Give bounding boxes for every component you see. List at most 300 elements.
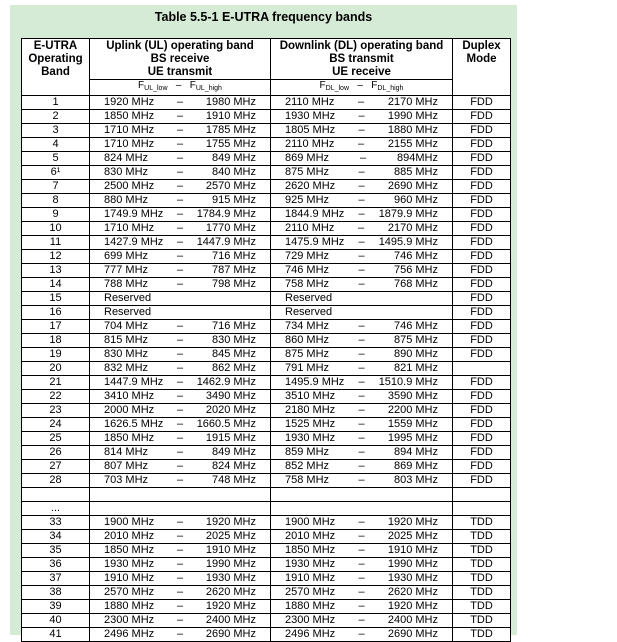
range-dash: – bbox=[176, 446, 184, 458]
low-frequency: 2000 MHz bbox=[104, 404, 155, 416]
uplink-range-cell bbox=[90, 516, 271, 530]
frequency-range bbox=[90, 278, 270, 291]
high-frequency: 3590 MHz bbox=[387, 390, 438, 402]
range-dash: – bbox=[176, 236, 184, 248]
table-row bbox=[22, 124, 511, 138]
low-frequency: 1710 MHz bbox=[104, 222, 155, 234]
high-frequency: 768 MHz bbox=[393, 278, 438, 290]
low-frequency: 2500 MHz bbox=[104, 180, 155, 192]
frequency-range bbox=[90, 460, 270, 473]
uplink-range-cell bbox=[90, 138, 271, 152]
downlink-range-cell bbox=[271, 264, 453, 278]
band-number-cell: 20 bbox=[22, 362, 90, 376]
high-frequency: 894MHz bbox=[397, 152, 438, 164]
range-dash: – bbox=[358, 138, 365, 150]
band-number-cell: 13 bbox=[22, 264, 90, 278]
frequency-range bbox=[271, 558, 452, 571]
high-frequency: 1447.9 MHz bbox=[196, 236, 256, 248]
downlink-range-cell bbox=[271, 138, 453, 152]
frequency-range bbox=[271, 432, 452, 445]
high-frequency: 894 MHz bbox=[393, 446, 438, 458]
downlink-range-cell bbox=[271, 460, 453, 474]
range-dash: – bbox=[176, 362, 184, 374]
table-row bbox=[22, 474, 511, 488]
frequency-range bbox=[90, 306, 270, 319]
downlink-range-cell bbox=[271, 572, 453, 586]
high-frequency: 1930 MHz bbox=[387, 572, 438, 584]
duplex-mode-cell: FDD bbox=[453, 124, 511, 138]
low-frequency: 2110 MHz bbox=[285, 138, 335, 150]
table-row bbox=[22, 152, 511, 166]
low-frequency: 1920 MHz bbox=[104, 96, 155, 108]
low-frequency: 746 MHz bbox=[285, 264, 330, 276]
uplink-range-cell bbox=[90, 474, 271, 488]
frequency-range bbox=[271, 628, 452, 641]
high-frequency: 849 MHz bbox=[211, 446, 256, 458]
range-dash: – bbox=[176, 180, 184, 192]
table-row bbox=[22, 306, 511, 320]
low-frequency: 852 MHz bbox=[285, 460, 330, 472]
range-dash: – bbox=[358, 264, 365, 276]
band-number-cell: 7 bbox=[22, 180, 90, 194]
frequency-range bbox=[271, 320, 452, 333]
table-row bbox=[22, 320, 511, 334]
duplex-mode-cell: TDD bbox=[453, 628, 511, 642]
high-frequency: 1980 MHz bbox=[205, 96, 256, 108]
low-frequency: 830 MHz bbox=[104, 166, 149, 178]
range-dash: – bbox=[176, 152, 184, 164]
duplex-mode-cell: FDD bbox=[453, 334, 511, 348]
low-frequency: Reserved bbox=[104, 292, 152, 304]
duplex-mode-cell: FDD bbox=[453, 180, 511, 194]
low-frequency: 758 MHz bbox=[285, 474, 330, 486]
header-downlink-line: UE receive bbox=[332, 66, 391, 78]
low-frequency: 734 MHz bbox=[285, 320, 330, 332]
downlink-range-cell bbox=[271, 446, 453, 460]
duplex-mode-cell: TDD bbox=[453, 600, 511, 614]
table-row bbox=[22, 166, 511, 180]
uplink-range-cell bbox=[90, 376, 271, 390]
high-frequency: 915 MHz bbox=[211, 194, 256, 206]
range-dash: – bbox=[176, 208, 184, 220]
uplink-range-cell bbox=[90, 166, 271, 180]
header-uplink-line: Uplink (UL) operating band bbox=[106, 40, 254, 52]
header-duplex-line: Duplex bbox=[462, 40, 501, 52]
duplex-mode-cell: FDD bbox=[453, 222, 511, 236]
range-dash: – bbox=[358, 194, 365, 206]
frequency-range bbox=[271, 264, 452, 277]
ul-low-symbol: F bbox=[138, 80, 145, 91]
downlink-range-cell bbox=[271, 474, 453, 488]
high-frequency: 746 MHz bbox=[393, 320, 438, 332]
band-number-cell: 16 bbox=[22, 306, 90, 320]
range-dash: – bbox=[176, 138, 184, 150]
high-frequency: 1920 MHz bbox=[205, 600, 256, 612]
high-frequency: 1920 MHz bbox=[387, 600, 438, 612]
downlink-range-cell bbox=[271, 404, 453, 418]
table-row bbox=[22, 278, 511, 292]
frequency-range bbox=[90, 516, 270, 529]
uplink-range-cell bbox=[90, 432, 271, 446]
downlink-range-cell bbox=[271, 558, 453, 572]
band-number-cell: 6¹ bbox=[22, 166, 90, 180]
frequency-range bbox=[271, 236, 452, 249]
low-frequency: 859 MHz bbox=[285, 446, 330, 458]
low-frequency: 2180 MHz bbox=[285, 404, 336, 416]
downlink-range-cell bbox=[271, 390, 453, 404]
uplink-range-cell bbox=[90, 208, 271, 222]
low-frequency: 1900 MHz bbox=[104, 516, 155, 528]
high-frequency: 890 MHz bbox=[393, 348, 438, 360]
range-dash: – bbox=[176, 418, 184, 430]
band-number-cell: 22 bbox=[22, 390, 90, 404]
frequency-range bbox=[271, 152, 452, 165]
band-number-cell: 12 bbox=[22, 250, 90, 264]
downlink-range-cell bbox=[271, 180, 453, 194]
frequency-range bbox=[271, 292, 452, 305]
frequency-range bbox=[271, 250, 452, 263]
range-dash: – bbox=[358, 208, 365, 220]
low-frequency: 1930 MHz bbox=[285, 558, 336, 570]
high-frequency: 821 MHz bbox=[393, 362, 438, 374]
low-frequency: 830 MHz bbox=[104, 348, 149, 360]
low-frequency: 1844.9 MHz bbox=[285, 208, 345, 220]
range-dash: – bbox=[176, 320, 184, 332]
band-number-cell: 19 bbox=[22, 348, 90, 362]
table-row bbox=[22, 600, 511, 614]
high-frequency: 849 MHz bbox=[211, 152, 256, 164]
frequency-range bbox=[271, 96, 452, 109]
table-row bbox=[22, 180, 511, 194]
uplink-range-cell bbox=[90, 460, 271, 474]
table-row bbox=[22, 250, 511, 264]
duplex-mode-cell: FDD bbox=[453, 208, 511, 222]
range-dash: – bbox=[358, 544, 365, 556]
downlink-range-cell bbox=[271, 628, 453, 642]
uplink-range-cell bbox=[90, 320, 271, 334]
frequency-range bbox=[271, 418, 452, 431]
frequency-range bbox=[90, 628, 270, 641]
frequency-range bbox=[271, 404, 452, 417]
range-dash: – bbox=[176, 222, 184, 234]
high-frequency: 1770 MHz bbox=[205, 222, 256, 234]
frequency-range bbox=[271, 530, 452, 543]
high-frequency: 1784.9 MHz bbox=[196, 208, 256, 220]
frequency-range bbox=[90, 152, 270, 165]
range-dash: – bbox=[176, 166, 184, 178]
uplink-range-cell bbox=[90, 236, 271, 250]
high-frequency: 2170 MHz bbox=[387, 222, 438, 234]
low-frequency: 875 MHz bbox=[285, 166, 330, 178]
frequency-range bbox=[271, 124, 452, 137]
frequency-range bbox=[271, 390, 452, 403]
high-frequency: 1990 MHz bbox=[205, 558, 256, 570]
low-frequency: 1900 MHz bbox=[285, 516, 336, 528]
downlink-range-cell bbox=[271, 600, 453, 614]
band-number-cell bbox=[22, 488, 90, 502]
range-dash: – bbox=[176, 376, 184, 388]
range-dash: – bbox=[358, 586, 365, 598]
uplink-range-cell bbox=[90, 628, 271, 642]
table-body bbox=[22, 96, 511, 642]
frequency-range bbox=[90, 334, 270, 347]
duplex-mode-cell: FDD bbox=[453, 292, 511, 306]
downlink-range-cell bbox=[271, 530, 453, 544]
downlink-range-cell bbox=[271, 348, 453, 362]
table-row bbox=[22, 432, 511, 446]
low-frequency: 1850 MHz bbox=[104, 432, 155, 444]
range-dash: – bbox=[358, 474, 365, 486]
uplink-range-cell bbox=[90, 446, 271, 460]
uplink-range-cell bbox=[90, 306, 271, 320]
range-dash: – bbox=[358, 250, 365, 262]
low-frequency: 788 MHz bbox=[104, 278, 149, 290]
high-frequency: 2690 MHz bbox=[205, 628, 256, 640]
frequency-range bbox=[90, 544, 270, 557]
header-band-line: E-UTRA bbox=[33, 40, 78, 52]
table-row bbox=[22, 110, 511, 124]
high-frequency: 1510.9 MHz bbox=[378, 376, 438, 388]
range-dash: – bbox=[176, 558, 184, 570]
high-frequency: 803 MHz bbox=[393, 474, 438, 486]
range-dash: – bbox=[176, 474, 184, 486]
duplex-mode-cell: FDD bbox=[453, 152, 511, 166]
high-frequency: 840 MHz bbox=[211, 166, 256, 178]
dl-high-symbol: F bbox=[371, 80, 378, 91]
frequency-range bbox=[90, 432, 270, 445]
uplink-range-cell bbox=[90, 362, 271, 376]
frequency-range bbox=[90, 166, 270, 179]
frequency-range bbox=[271, 474, 452, 487]
table-row bbox=[22, 264, 511, 278]
frequency-range bbox=[90, 124, 270, 137]
low-frequency: 703 MHz bbox=[104, 474, 149, 486]
range-dash: – bbox=[358, 390, 365, 402]
high-frequency: 716 MHz bbox=[211, 320, 256, 332]
frequency-range bbox=[90, 194, 270, 207]
high-frequency: 1920 MHz bbox=[387, 516, 438, 528]
range-dash: – bbox=[176, 110, 184, 122]
range-dash: – bbox=[358, 320, 365, 332]
low-frequency: 2010 MHz bbox=[104, 530, 155, 542]
frequency-range bbox=[90, 264, 270, 277]
table-row bbox=[22, 362, 511, 376]
downlink-range-cell bbox=[271, 278, 453, 292]
uplink-range-cell bbox=[90, 348, 271, 362]
frequency-range bbox=[90, 110, 270, 123]
low-frequency: 1626.5 MHz bbox=[104, 418, 164, 430]
range-dash: – bbox=[358, 96, 365, 108]
band-number-cell: 23 bbox=[22, 404, 90, 418]
high-frequency: 748 MHz bbox=[211, 474, 256, 486]
uplink-range-cell bbox=[90, 614, 271, 628]
range-dash: – bbox=[358, 446, 365, 458]
header-downlink-range bbox=[271, 80, 453, 96]
high-frequency: 1660.5 MHz bbox=[196, 418, 256, 430]
table-row bbox=[22, 544, 511, 558]
downlink-range-cell bbox=[271, 418, 453, 432]
frequency-range bbox=[271, 166, 452, 179]
table-row bbox=[22, 446, 511, 460]
low-frequency: 1495.9 MHz bbox=[285, 376, 345, 388]
frequency-range bbox=[90, 208, 270, 221]
high-frequency: 875 MHz bbox=[393, 334, 438, 346]
dl-low-symbol: F bbox=[319, 80, 326, 91]
low-frequency: 815 MHz bbox=[104, 334, 149, 346]
uplink-range-cell bbox=[90, 586, 271, 600]
low-frequency: 1749.9 MHz bbox=[104, 208, 164, 220]
table-row bbox=[22, 418, 511, 432]
duplex-mode-cell: FDD bbox=[453, 236, 511, 250]
table-row bbox=[22, 516, 511, 530]
table-row bbox=[22, 376, 511, 390]
table-row bbox=[22, 586, 511, 600]
range-dash: – bbox=[176, 586, 184, 598]
frequency-range bbox=[271, 600, 452, 613]
low-frequency: 2496 MHz bbox=[104, 628, 155, 640]
low-frequency: 869 MHz bbox=[285, 152, 330, 164]
low-frequency: 2570 MHz bbox=[285, 586, 336, 598]
uplink-range-cell bbox=[90, 390, 271, 404]
header-duplex-line: Mode bbox=[466, 53, 497, 65]
high-frequency: 1990 MHz bbox=[387, 558, 438, 570]
duplex-mode-cell: FDD bbox=[453, 404, 511, 418]
low-frequency: 758 MHz bbox=[285, 278, 330, 290]
frequency-range bbox=[90, 614, 270, 627]
range-dash: – bbox=[176, 600, 184, 612]
low-frequency: Reserved bbox=[285, 292, 333, 304]
frequency-range bbox=[271, 376, 452, 389]
duplex-mode-cell: FDD bbox=[453, 474, 511, 488]
frequency-range bbox=[90, 362, 270, 375]
downlink-range-cell bbox=[271, 194, 453, 208]
high-frequency: 2020 MHz bbox=[205, 404, 256, 416]
downlink-range-cell bbox=[271, 236, 453, 250]
band-number-cell: 27 bbox=[22, 460, 90, 474]
frequency-range bbox=[271, 180, 452, 193]
ul-high-subscript: UL_high bbox=[195, 85, 222, 92]
high-frequency: 2620 MHz bbox=[387, 586, 438, 598]
downlink-range-cell bbox=[271, 208, 453, 222]
duplex-mode-cell: TDD bbox=[453, 586, 511, 600]
high-frequency: 756 MHz bbox=[393, 264, 438, 276]
range-dash: – bbox=[358, 334, 365, 346]
low-frequency: 875 MHz bbox=[285, 348, 330, 360]
low-frequency: 824 MHz bbox=[104, 152, 149, 164]
table-row bbox=[22, 96, 511, 110]
dl-high-subscript: DL_high bbox=[377, 85, 404, 92]
low-frequency: 1850 MHz bbox=[285, 544, 336, 556]
uplink-range-cell bbox=[90, 502, 271, 516]
range-dash: – bbox=[176, 614, 184, 626]
table-title: Table 5.5-1 E-UTRA frequency bands bbox=[154, 10, 373, 24]
downlink-range-cell bbox=[271, 334, 453, 348]
range-dash: – bbox=[358, 404, 365, 416]
band-number-cell: 41 bbox=[22, 628, 90, 642]
uplink-range-cell bbox=[90, 404, 271, 418]
range-dash: – bbox=[176, 194, 184, 206]
low-frequency: Reserved bbox=[285, 306, 333, 318]
low-frequency: Reserved bbox=[104, 306, 152, 318]
high-frequency: 869 MHz bbox=[393, 460, 438, 472]
downlink-range-cell bbox=[271, 110, 453, 124]
low-frequency: 3510 MHz bbox=[285, 390, 336, 402]
range-dash: – bbox=[358, 222, 365, 234]
range-dash: – bbox=[176, 544, 184, 556]
range-dash: – bbox=[358, 376, 365, 388]
frequency-range bbox=[90, 558, 270, 571]
range-dash: – bbox=[358, 348, 365, 360]
duplex-mode-cell: TDD bbox=[453, 614, 511, 628]
uplink-range-cell bbox=[90, 96, 271, 110]
range-dash: – bbox=[358, 110, 365, 122]
high-frequency: 716 MHz bbox=[211, 250, 256, 262]
frequency-range bbox=[90, 572, 270, 585]
low-frequency: 1930 MHz bbox=[104, 558, 155, 570]
header-downlink bbox=[271, 39, 453, 80]
duplex-mode-cell: TDD bbox=[453, 530, 511, 544]
high-frequency: 2400 MHz bbox=[205, 614, 256, 626]
range-dash: – bbox=[176, 96, 184, 108]
band-number-cell: 11 bbox=[22, 236, 90, 250]
low-frequency: 2010 MHz bbox=[285, 530, 336, 542]
header-band-line: Operating bbox=[28, 53, 83, 65]
low-frequency: 2300 MHz bbox=[104, 614, 155, 626]
frequency-range bbox=[271, 222, 452, 235]
band-number-cell: 15 bbox=[22, 292, 90, 306]
downlink-range-cell bbox=[271, 124, 453, 138]
band-number-cell: 10 bbox=[22, 222, 90, 236]
high-frequency: 1995 MHz bbox=[387, 432, 438, 444]
duplex-mode-cell: FDD bbox=[453, 96, 511, 110]
header-band-line: Band bbox=[41, 66, 70, 78]
range-dash bbox=[379, 292, 391, 305]
downlink-range-cell bbox=[271, 306, 453, 320]
frequency-range bbox=[271, 110, 452, 123]
header-uplink-line: BS receive bbox=[150, 53, 210, 65]
low-frequency: 2300 MHz bbox=[285, 614, 336, 626]
range-dash: – bbox=[176, 250, 184, 262]
frequency-range bbox=[90, 96, 270, 109]
range-dash: – bbox=[176, 516, 184, 528]
low-frequency: 925 MHz bbox=[285, 194, 330, 206]
frequency-range bbox=[271, 208, 452, 221]
table-row bbox=[22, 530, 511, 544]
range-dash: – bbox=[176, 628, 184, 640]
frequency-range bbox=[90, 390, 270, 403]
band-number-cell: 4 bbox=[22, 138, 90, 152]
duplex-mode-cell bbox=[453, 488, 511, 502]
high-frequency: 1990 MHz bbox=[387, 110, 438, 122]
band-number-cell: 5 bbox=[22, 152, 90, 166]
band-number-cell: 21 bbox=[22, 376, 90, 390]
low-frequency: 777 MHz bbox=[104, 264, 149, 276]
downlink-range-cell bbox=[271, 376, 453, 390]
table-row bbox=[22, 614, 511, 628]
frequency-range bbox=[271, 334, 452, 347]
range-dash: – bbox=[358, 166, 365, 178]
table-row bbox=[22, 348, 511, 362]
frequency-range bbox=[90, 320, 270, 333]
range-dash: – bbox=[176, 278, 184, 290]
uplink-range-cell bbox=[90, 558, 271, 572]
duplex-mode-cell: FDD bbox=[453, 250, 511, 264]
low-frequency: 807 MHz bbox=[104, 460, 149, 472]
band-number-cell: 37 bbox=[22, 572, 90, 586]
high-frequency: 1915 MHz bbox=[205, 432, 256, 444]
table-row bbox=[22, 138, 511, 152]
range-dash: – bbox=[358, 614, 365, 626]
